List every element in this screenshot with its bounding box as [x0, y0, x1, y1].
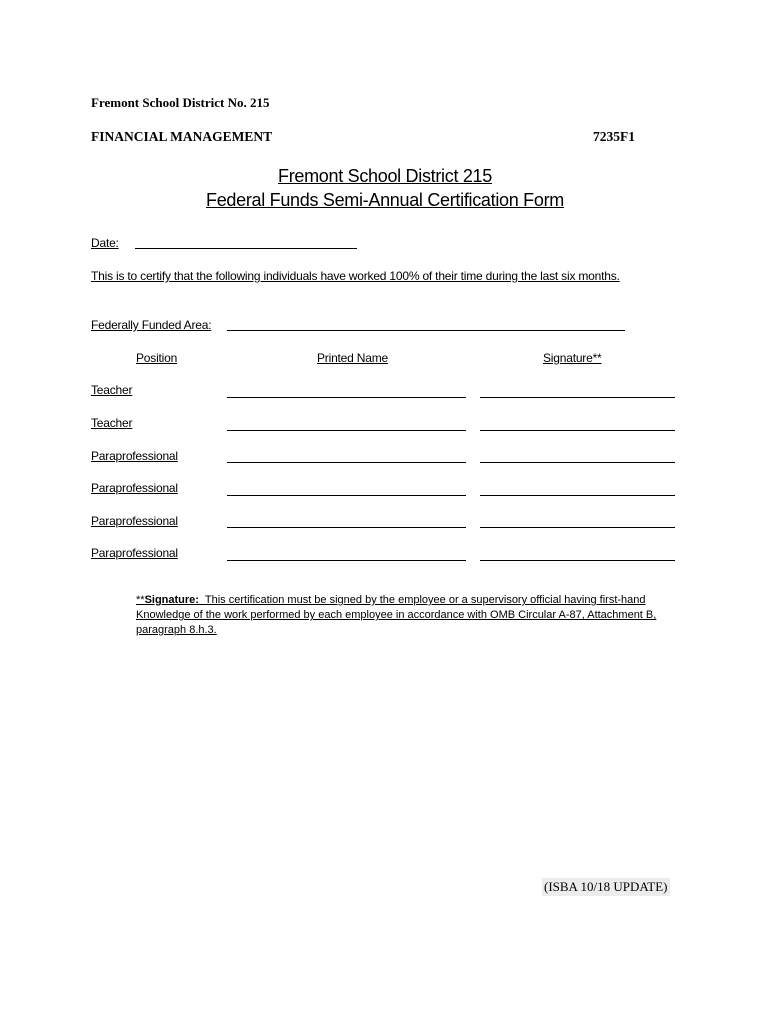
- funded-area-label: Federally Funded Area:: [91, 318, 212, 332]
- note-text: This certification must be signed by the employee or a supervisory official having first-hand Knowledge of the work performed by each employee in accordance with OMB Circular A-87, Attachment B, paragraph 8.h.3.: [136, 594, 657, 636]
- column-header-position: Position: [136, 351, 178, 365]
- signature-note: [136, 593, 676, 638]
- row-position: Paraprofessional: [91, 449, 178, 463]
- policy-code: 7235F1: [593, 129, 635, 144]
- column-header-printed-name: Printed Name: [317, 351, 388, 365]
- signature-field[interactable]: [480, 430, 675, 431]
- row-position: Teacher: [91, 383, 133, 397]
- signature-field[interactable]: [480, 527, 675, 528]
- signature-field[interactable]: [480, 560, 675, 561]
- printed-name-field[interactable]: [227, 430, 466, 431]
- section-header: FINANCIAL MANAGEMENT: [91, 129, 273, 144]
- footer-update-stamp: (ISBA 10/18 UPDATE): [544, 879, 668, 894]
- row-position: Paraprofessional: [91, 514, 178, 528]
- printed-name-field[interactable]: [227, 495, 466, 496]
- signature-field[interactable]: [480, 397, 675, 398]
- district-header: Fremont School District No. 215: [91, 95, 270, 110]
- certification-row: [0, 514, 770, 534]
- form-title-line-2: Federal Funds Semi-Annual Certification Form: [206, 190, 564, 210]
- funded-area-field[interactable]: [227, 330, 625, 331]
- note-prefix: **: [136, 594, 145, 606]
- printed-name-field[interactable]: [227, 462, 466, 463]
- row-position: Paraprofessional: [91, 546, 178, 560]
- date-label: Date:: [91, 236, 119, 250]
- certify-statement: This is to certify that the following individuals have worked 100% of their time during the last six months.: [91, 269, 620, 283]
- certification-row: [0, 449, 770, 469]
- column-header-signature: Signature**: [543, 351, 602, 365]
- certification-row: [0, 416, 770, 436]
- printed-name-field[interactable]: [227, 397, 466, 398]
- certification-row: [0, 546, 770, 566]
- printed-name-field[interactable]: [227, 527, 466, 528]
- form-title-line-1: Fremont School District 215: [278, 166, 492, 186]
- row-position: Teacher: [91, 416, 133, 430]
- printed-name-field[interactable]: [227, 560, 466, 561]
- signature-field[interactable]: [480, 495, 675, 496]
- certification-row: [0, 383, 770, 403]
- note-bold-label: Signature:: [144, 594, 199, 606]
- signature-field[interactable]: [480, 462, 675, 463]
- row-position: Paraprofessional: [91, 481, 178, 495]
- certification-row: [0, 481, 770, 501]
- date-field[interactable]: [135, 248, 357, 249]
